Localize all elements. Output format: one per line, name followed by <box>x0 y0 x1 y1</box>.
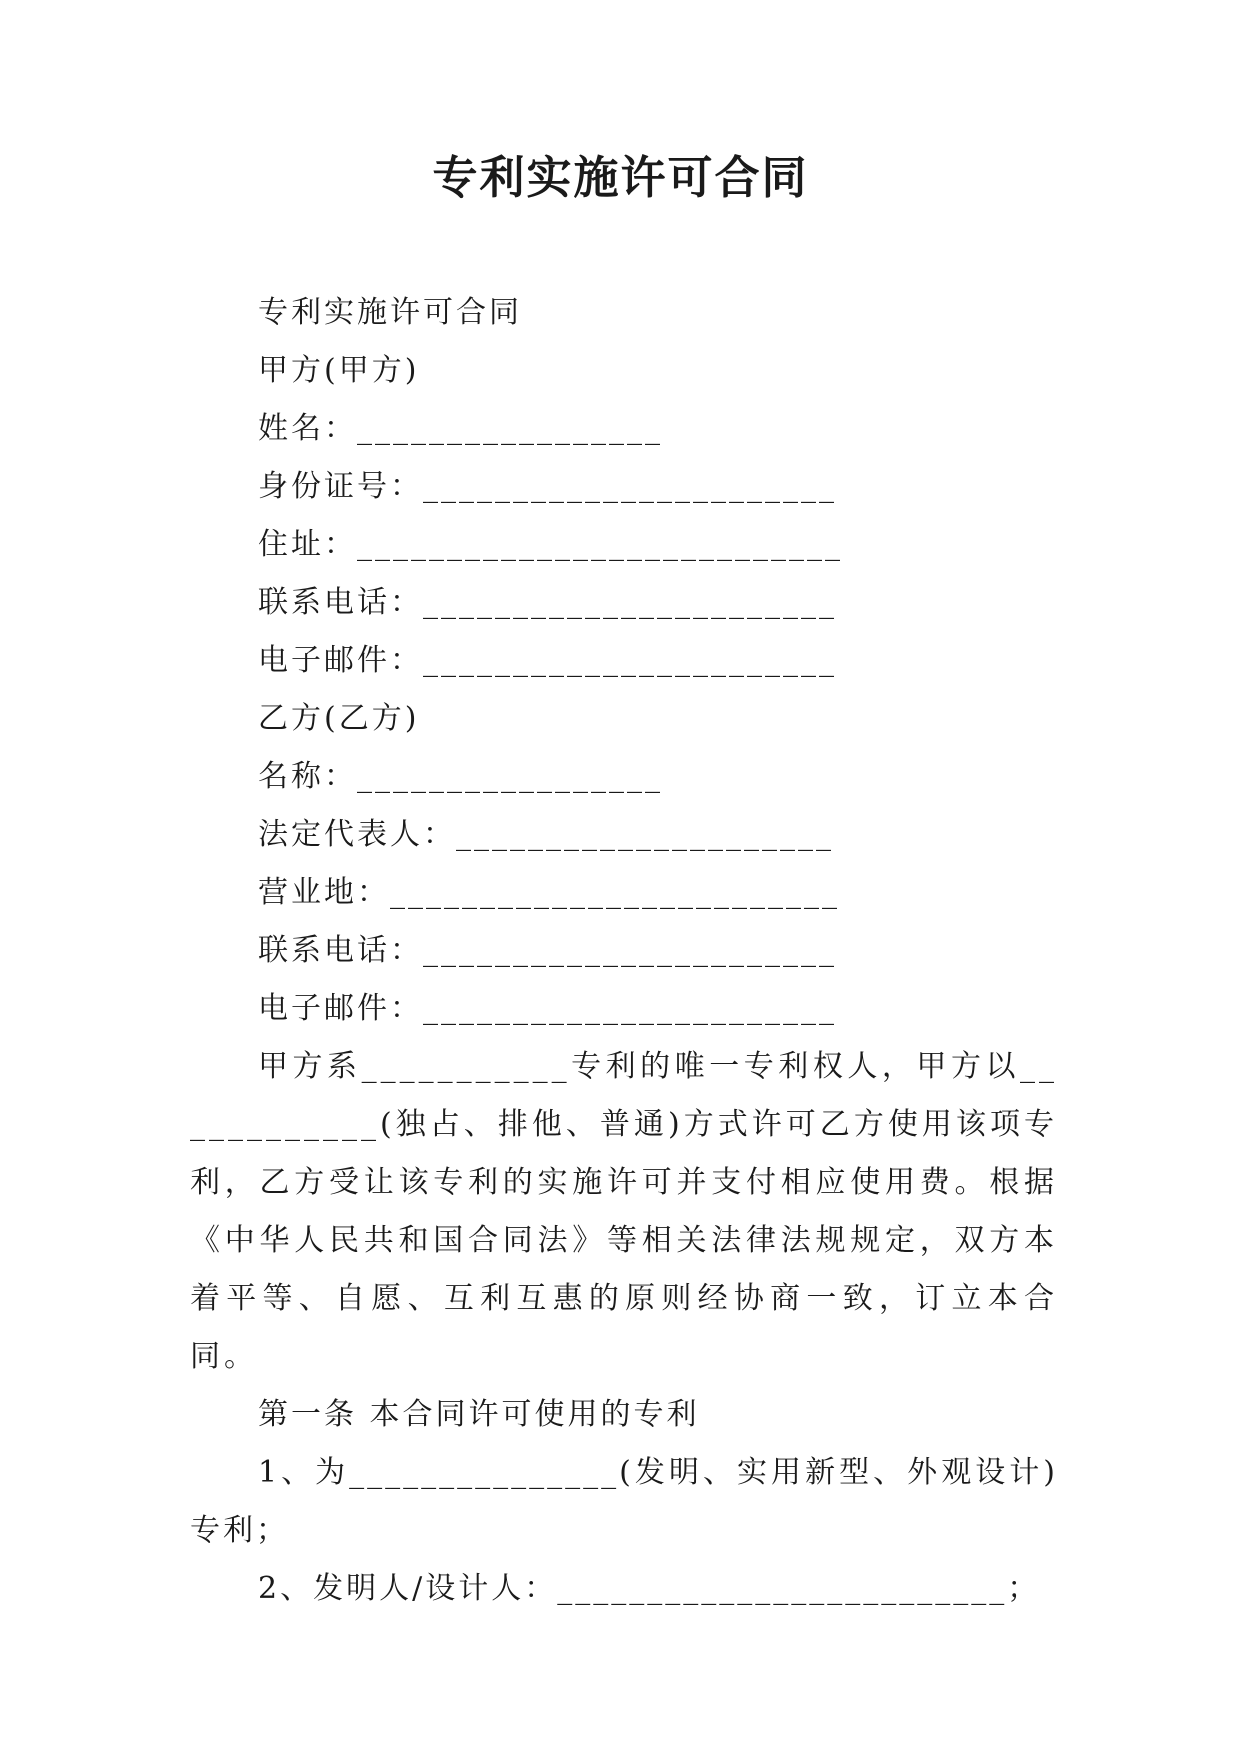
article-1-item-1: 1、为_______________(发明、实用新型、外观设计)专利； <box>190 1455 1058 1548</box>
party-b-email-field: 电子邮件：_______________________ <box>258 991 837 1026</box>
party-a-address-field: 住址：___________________________ <box>258 527 843 562</box>
party-b-legal-rep-field: 法定代表人：_____________________ <box>258 817 834 852</box>
document-body <box>190 284 1058 1618</box>
party-b-business-address-field: 营业地：_________________________ <box>258 875 840 910</box>
party-b-heading: 乙方(乙方) <box>258 701 420 736</box>
contract-subtitle: 专利实施许可合同 <box>258 295 522 330</box>
party-a-name-field: 姓名：_________________ <box>258 411 663 446</box>
article-1-heading: 第一条 本合同许可使用的专利 <box>258 1397 700 1432</box>
party-a-heading: 甲方(甲方) <box>258 353 420 388</box>
party-a-id-field: 身份证号：_______________________ <box>258 469 837 504</box>
preamble-paragraph: 甲方系___________专利的唯一专利权人，甲方以____________(独占、排他、普通)方式许可乙方使用该项专利，乙方受让该专利的实施许可并支付相应使用费。根据《中华人民共和国合同法》等相关法律法规规定，双方本着平等、自愿、互利互惠的原则经协商一致，订立本合同。 <box>190 1049 1058 1374</box>
party-a-email-field: 电子邮件：_______________________ <box>258 643 837 678</box>
party-b-phone-field: 联系电话：_______________________ <box>258 933 837 968</box>
party-a-phone-field: 联系电话：_______________________ <box>258 585 837 620</box>
article-1-item-2: 2、发明人/设计人：_________________________； <box>258 1571 1041 1606</box>
document-title: 专利实施许可合同 <box>432 151 809 204</box>
party-b-name-field: 名称：_________________ <box>258 759 663 794</box>
